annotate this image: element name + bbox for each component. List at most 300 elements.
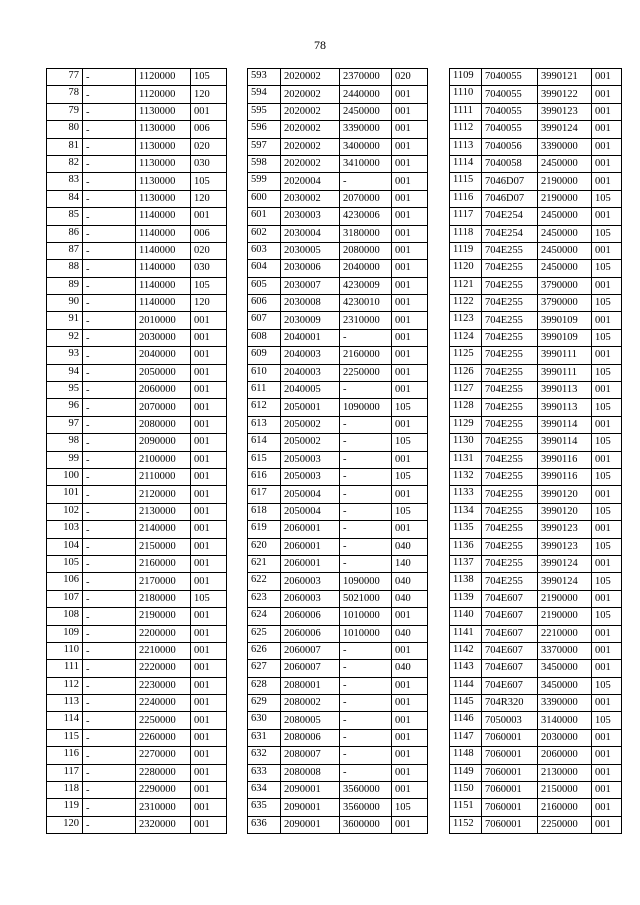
suffix-cell: 105 <box>392 399 428 416</box>
code-b-cell: 3400000 <box>340 138 392 155</box>
row-number-cell: 1125 <box>450 347 482 364</box>
table-row <box>450 625 622 642</box>
table-row <box>47 155 227 172</box>
suffix-cell: 001 <box>191 468 227 485</box>
code-a-cell: - <box>83 625 136 642</box>
code-b-cell: 3450000 <box>538 660 592 677</box>
code-a-cell: 7040058 <box>482 155 538 172</box>
code-b-cell: 3990123 <box>538 103 592 120</box>
code-a-cell: 7060001 <box>482 729 538 746</box>
suffix-cell: 001 <box>191 625 227 642</box>
code-b-cell: 2290000 <box>136 782 191 799</box>
suffix-cell: 001 <box>392 747 428 764</box>
code-b-cell: 2010000 <box>136 312 191 329</box>
code-b-cell: - <box>340 764 392 781</box>
code-b-cell: 3790000 <box>538 295 592 312</box>
code-a-cell: 704E607 <box>482 660 538 677</box>
suffix-cell: 001 <box>592 642 622 659</box>
code-b-cell: 2450000 <box>538 242 592 259</box>
row-number-cell: 1133 <box>450 486 482 503</box>
suffix-cell: 001 <box>592 242 622 259</box>
suffix-cell: 001 <box>191 312 227 329</box>
code-a-cell: 7040055 <box>482 69 538 86</box>
suffix-cell: 001 <box>592 103 622 120</box>
code-b-cell: 3990116 <box>538 451 592 468</box>
suffix-cell: 001 <box>191 103 227 120</box>
code-b-cell: - <box>340 173 392 190</box>
suffix-cell: 001 <box>392 295 428 312</box>
code-a-cell: 2080002 <box>281 695 340 712</box>
row-number-cell: 596 <box>248 121 281 138</box>
suffix-cell: 105 <box>592 712 622 729</box>
code-b-cell: 2160000 <box>340 347 392 364</box>
row-number-cell: 78 <box>47 86 83 103</box>
code-b-cell: 2130000 <box>538 764 592 781</box>
suffix-cell: 001 <box>392 190 428 207</box>
code-a-cell: - <box>83 712 136 729</box>
row-number-cell: 88 <box>47 260 83 277</box>
code-a-cell: - <box>83 573 136 590</box>
suffix-cell: 001 <box>592 486 622 503</box>
row-number-cell: 631 <box>248 729 281 746</box>
table-row <box>450 608 622 625</box>
row-number-cell: 116 <box>47 747 83 764</box>
suffix-cell: 001 <box>191 729 227 746</box>
row-number-cell: 610 <box>248 364 281 381</box>
table-row <box>47 121 227 138</box>
row-number-cell: 624 <box>248 608 281 625</box>
row-number-cell: 117 <box>47 764 83 781</box>
suffix-cell: 105 <box>592 608 622 625</box>
suffix-cell: 001 <box>191 642 227 659</box>
suffix-cell: 105 <box>592 190 622 207</box>
code-a-cell: - <box>83 364 136 381</box>
table-row <box>47 660 227 677</box>
code-a-cell: 2080008 <box>281 764 340 781</box>
code-b-cell: 2070000 <box>136 399 191 416</box>
row-number-cell: 1110 <box>450 86 482 103</box>
row-number-cell: 1122 <box>450 295 482 312</box>
row-number-cell: 599 <box>248 173 281 190</box>
suffix-cell: 001 <box>392 416 428 433</box>
code-a-cell: 704E254 <box>482 225 538 242</box>
table-row <box>47 347 227 364</box>
row-number-cell: 79 <box>47 103 83 120</box>
suffix-cell: 001 <box>191 486 227 503</box>
table-row <box>248 764 428 781</box>
code-a-cell: 2050002 <box>281 434 340 451</box>
row-number-cell: 1147 <box>450 729 482 746</box>
code-a-cell: - <box>83 729 136 746</box>
code-b-cell: 2370000 <box>340 69 392 86</box>
code-b-cell: 3990111 <box>538 364 592 381</box>
code-a-cell: 2020002 <box>281 155 340 172</box>
table-row <box>47 399 227 416</box>
suffix-cell: 020 <box>191 242 227 259</box>
table-row <box>248 312 428 329</box>
table-row <box>450 208 622 225</box>
table-row <box>47 364 227 381</box>
row-number-cell: 595 <box>248 103 281 120</box>
code-a-cell: 704E607 <box>482 625 538 642</box>
row-number-cell: 102 <box>47 503 83 520</box>
suffix-cell: 001 <box>592 173 622 190</box>
code-a-cell: - <box>83 677 136 694</box>
suffix-cell: 030 <box>191 260 227 277</box>
row-number-cell: 1144 <box>450 677 482 694</box>
row-number-cell: 604 <box>248 260 281 277</box>
row-number-cell: 632 <box>248 747 281 764</box>
table-row <box>450 347 622 364</box>
row-number-cell: 1138 <box>450 573 482 590</box>
row-number-cell: 598 <box>248 155 281 172</box>
row-number-cell: 611 <box>248 382 281 399</box>
suffix-cell: 105 <box>191 277 227 294</box>
code-a-cell: - <box>83 468 136 485</box>
table-row <box>248 573 428 590</box>
code-a-cell: 2030002 <box>281 190 340 207</box>
suffix-cell: 001 <box>191 382 227 399</box>
suffix-cell: 001 <box>592 747 622 764</box>
table-row <box>450 764 622 781</box>
code-b-cell: - <box>340 329 392 346</box>
table-row <box>248 642 428 659</box>
code-a-cell: 2050001 <box>281 399 340 416</box>
code-a-cell: - <box>83 451 136 468</box>
suffix-cell: 001 <box>592 816 622 833</box>
code-b-cell: - <box>340 729 392 746</box>
code-b-cell: 2210000 <box>136 642 191 659</box>
code-b-cell: 4230009 <box>340 277 392 294</box>
suffix-cell: 001 <box>592 121 622 138</box>
code-b-cell: 2120000 <box>136 486 191 503</box>
suffix-cell: 001 <box>392 86 428 103</box>
code-a-cell: 2030003 <box>281 208 340 225</box>
suffix-cell: 001 <box>392 382 428 399</box>
table-row <box>450 729 622 746</box>
table-row <box>248 277 428 294</box>
row-number-cell: 1139 <box>450 590 482 607</box>
code-b-cell: - <box>340 660 392 677</box>
code-b-cell: 3410000 <box>340 155 392 172</box>
row-number-cell: 1151 <box>450 799 482 816</box>
suffix-cell: 001 <box>392 695 428 712</box>
code-a-cell: 704E255 <box>482 277 538 294</box>
code-a-cell: 704E255 <box>482 434 538 451</box>
row-number-cell: 1150 <box>450 782 482 799</box>
suffix-cell: 105 <box>592 434 622 451</box>
code-b-cell: 2450000 <box>538 260 592 277</box>
code-b-cell: 2250000 <box>136 712 191 729</box>
row-number-cell: 617 <box>248 486 281 503</box>
code-a-cell: - <box>83 486 136 503</box>
row-number-cell: 1131 <box>450 451 482 468</box>
table-row <box>248 590 428 607</box>
suffix-cell: 001 <box>592 695 622 712</box>
code-b-cell: 2190000 <box>538 190 592 207</box>
code-a-cell: 704E255 <box>482 242 538 259</box>
row-number-cell: 619 <box>248 521 281 538</box>
code-a-cell: 7060001 <box>482 816 538 833</box>
code-a-cell: - <box>83 399 136 416</box>
code-b-cell: 3990124 <box>538 121 592 138</box>
table-row <box>47 208 227 225</box>
table-row <box>450 660 622 677</box>
code-b-cell: 2080000 <box>340 242 392 259</box>
code-a-cell: 704E255 <box>482 468 538 485</box>
row-number-cell: 1130 <box>450 434 482 451</box>
code-b-cell: 2160000 <box>136 555 191 572</box>
suffix-cell: 120 <box>191 295 227 312</box>
suffix-cell: 001 <box>392 103 428 120</box>
code-a-cell: 2020002 <box>281 121 340 138</box>
code-a-cell: - <box>83 503 136 520</box>
suffix-cell: 105 <box>191 69 227 86</box>
row-number-cell: 616 <box>248 468 281 485</box>
suffix-cell: 001 <box>392 138 428 155</box>
table-row <box>450 695 622 712</box>
code-b-cell: 5021000 <box>340 590 392 607</box>
code-b-cell: - <box>340 468 392 485</box>
table-row <box>47 625 227 642</box>
table-row <box>47 695 227 712</box>
code-a-cell: - <box>83 121 136 138</box>
code-b-cell: 3990116 <box>538 468 592 485</box>
row-number-cell: 1135 <box>450 521 482 538</box>
table-row <box>47 764 227 781</box>
suffix-cell: 020 <box>191 138 227 155</box>
code-b-cell: 2190000 <box>136 608 191 625</box>
row-number-cell: 1117 <box>450 208 482 225</box>
table-row <box>450 712 622 729</box>
row-number-cell: 83 <box>47 173 83 190</box>
row-number-cell: 82 <box>47 155 83 172</box>
suffix-cell: 020 <box>392 69 428 86</box>
table-row <box>248 521 428 538</box>
code-b-cell: 3990124 <box>538 555 592 572</box>
code-a-cell: 704E255 <box>482 573 538 590</box>
table-row <box>450 555 622 572</box>
row-number-cell: 96 <box>47 399 83 416</box>
code-a-cell: 704E255 <box>482 364 538 381</box>
row-number-cell: 90 <box>47 295 83 312</box>
table-row <box>47 573 227 590</box>
suffix-cell: 001 <box>392 329 428 346</box>
code-a-cell: 2020002 <box>281 69 340 86</box>
code-b-cell: - <box>340 642 392 659</box>
row-number-cell: 110 <box>47 642 83 659</box>
table-row <box>248 208 428 225</box>
suffix-cell: 001 <box>392 121 428 138</box>
suffix-cell: 001 <box>392 364 428 381</box>
suffix-cell: 001 <box>191 799 227 816</box>
code-b-cell: 2190000 <box>538 590 592 607</box>
code-a-cell: 2050003 <box>281 451 340 468</box>
row-number-cell: 1111 <box>450 103 482 120</box>
table-row <box>248 555 428 572</box>
code-b-cell: - <box>340 486 392 503</box>
table-row <box>47 782 227 799</box>
code-b-cell: 4230010 <box>340 295 392 312</box>
suffix-cell: 001 <box>592 782 622 799</box>
code-a-cell: 2090001 <box>281 816 340 833</box>
code-a-cell: 704E607 <box>482 608 538 625</box>
row-number-cell: 118 <box>47 782 83 799</box>
suffix-cell: 001 <box>191 208 227 225</box>
row-number-cell: 113 <box>47 695 83 712</box>
suffix-cell: 120 <box>191 190 227 207</box>
suffix-cell: 001 <box>392 782 428 799</box>
table-row <box>47 642 227 659</box>
table-column-3 <box>449 68 622 834</box>
suffix-cell: 001 <box>592 625 622 642</box>
code-b-cell: 2270000 <box>136 747 191 764</box>
code-b-cell: 2130000 <box>136 503 191 520</box>
row-number-cell: 606 <box>248 295 281 312</box>
table-row <box>450 329 622 346</box>
table-row <box>248 86 428 103</box>
row-number-cell: 93 <box>47 347 83 364</box>
row-number-cell: 597 <box>248 138 281 155</box>
suffix-cell: 001 <box>191 521 227 538</box>
table-row <box>47 677 227 694</box>
suffix-cell: 001 <box>392 347 428 364</box>
code-a-cell: 7060001 <box>482 782 538 799</box>
code-a-cell: 704E255 <box>482 260 538 277</box>
row-number-cell: 1115 <box>450 173 482 190</box>
table-row <box>248 468 428 485</box>
row-number-cell: 594 <box>248 86 281 103</box>
table-row <box>47 382 227 399</box>
table-row <box>450 590 622 607</box>
code-b-cell: 2140000 <box>136 521 191 538</box>
code-b-cell: 2090000 <box>136 434 191 451</box>
code-b-cell: - <box>340 382 392 399</box>
table-row <box>450 538 622 555</box>
suffix-cell: 001 <box>392 521 428 538</box>
code-b-cell: 2200000 <box>136 625 191 642</box>
code-b-cell: - <box>340 521 392 538</box>
row-number-cell: 1112 <box>450 121 482 138</box>
suffix-cell: 001 <box>592 660 622 677</box>
row-number-cell: 1126 <box>450 364 482 381</box>
table-row <box>47 468 227 485</box>
table-row <box>450 138 622 155</box>
code-a-cell: 2030009 <box>281 312 340 329</box>
table-row <box>248 625 428 642</box>
suffix-cell: 105 <box>191 173 227 190</box>
table-row <box>450 103 622 120</box>
code-a-cell: 704E255 <box>482 312 538 329</box>
table-row <box>248 69 428 86</box>
suffix-cell: 001 <box>191 747 227 764</box>
code-a-cell: - <box>83 555 136 572</box>
table-row <box>248 434 428 451</box>
code-b-cell: 2440000 <box>340 86 392 103</box>
code-a-cell: 7046D07 <box>482 173 538 190</box>
row-number-cell: 601 <box>248 208 281 225</box>
table-row <box>47 416 227 433</box>
code-a-cell: 2060001 <box>281 521 340 538</box>
suffix-cell: 001 <box>592 312 622 329</box>
code-a-cell: 2060006 <box>281 625 340 642</box>
table-row <box>450 747 622 764</box>
suffix-cell: 001 <box>592 764 622 781</box>
code-a-cell: - <box>83 642 136 659</box>
code-b-cell: 1130000 <box>136 103 191 120</box>
row-number-cell: 94 <box>47 364 83 381</box>
code-b-cell: 1140000 <box>136 277 191 294</box>
code-a-cell: 2040005 <box>281 382 340 399</box>
suffix-cell: 001 <box>592 138 622 155</box>
suffix-cell: 001 <box>191 451 227 468</box>
table-row <box>450 69 622 86</box>
suffix-cell: 001 <box>191 416 227 433</box>
table-row <box>248 451 428 468</box>
code-b-cell: 2450000 <box>538 208 592 225</box>
suffix-cell: 001 <box>392 260 428 277</box>
suffix-cell: 001 <box>592 208 622 225</box>
suffix-cell: 001 <box>392 712 428 729</box>
code-a-cell: - <box>83 312 136 329</box>
code-a-cell: 7040055 <box>482 121 538 138</box>
suffix-cell: 001 <box>392 729 428 746</box>
row-number-cell: 1113 <box>450 138 482 155</box>
table-column-1 <box>46 68 227 834</box>
suffix-cell: 001 <box>592 451 622 468</box>
row-number-cell: 630 <box>248 712 281 729</box>
code-a-cell: - <box>83 782 136 799</box>
table-row <box>47 86 227 103</box>
suffix-cell: 001 <box>592 729 622 746</box>
table-row <box>248 399 428 416</box>
code-b-cell: 3990109 <box>538 312 592 329</box>
row-number-cell: 115 <box>47 729 83 746</box>
code-a-cell: 704E255 <box>482 329 538 346</box>
code-a-cell: - <box>83 155 136 172</box>
code-a-cell: 704E255 <box>482 503 538 520</box>
code-a-cell: 2020002 <box>281 103 340 120</box>
code-b-cell: - <box>340 747 392 764</box>
suffix-cell: 040 <box>392 625 428 642</box>
row-number-cell: 609 <box>248 347 281 364</box>
table-column-2 <box>247 68 428 834</box>
table-row <box>450 225 622 242</box>
code-a-cell: 704R320 <box>482 695 538 712</box>
code-b-cell: 3990123 <box>538 521 592 538</box>
row-number-cell: 622 <box>248 573 281 590</box>
code-b-cell: 2150000 <box>538 782 592 799</box>
table-row <box>47 608 227 625</box>
suffix-cell: 001 <box>191 538 227 555</box>
code-b-cell: 2310000 <box>136 799 191 816</box>
row-number-cell: 1124 <box>450 329 482 346</box>
table-row <box>248 486 428 503</box>
code-b-cell: 2190000 <box>538 608 592 625</box>
code-a-cell: - <box>83 69 136 86</box>
suffix-cell: 105 <box>191 590 227 607</box>
code-b-cell: 3790000 <box>538 277 592 294</box>
code-a-cell: 2090001 <box>281 782 340 799</box>
row-number-cell: 635 <box>248 799 281 816</box>
suffix-cell: 001 <box>592 155 622 172</box>
code-b-cell: 2080000 <box>136 416 191 433</box>
suffix-cell: 001 <box>191 660 227 677</box>
code-a-cell: - <box>83 799 136 816</box>
table-row <box>248 695 428 712</box>
table-row <box>47 312 227 329</box>
code-a-cell: 704E607 <box>482 642 538 659</box>
